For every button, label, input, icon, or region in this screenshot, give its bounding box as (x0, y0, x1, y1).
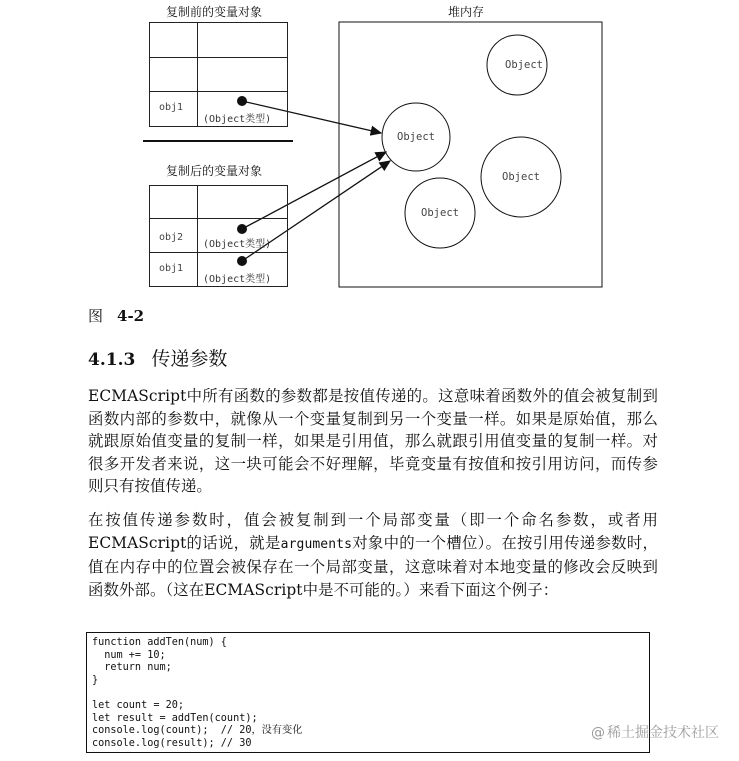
heap-title: 堆内存 (448, 5, 485, 19)
section-number: 4.1.3 (88, 350, 136, 370)
code-block (86, 632, 650, 753)
heap-object-label: Object (502, 171, 540, 183)
figure-4-2 (0, 0, 739, 300)
watermark-at: @ (591, 725, 605, 741)
watermark-text: 稀土掘金技术社区 (607, 725, 719, 741)
after-row-name: obj1 (159, 263, 184, 274)
paragraph-2-part1: 在按值传递参数时，值会被复制到一个局部变量（即一个命名参数，或者用ECMAScript的话说，就是 (88, 511, 658, 552)
after-row-name: obj2 (159, 232, 184, 243)
watermark (591, 722, 719, 742)
after-row-value: (Object类型) (203, 239, 272, 250)
inline-code-arguments: arguments (280, 536, 353, 552)
before-row-value: (Object类型) (203, 114, 272, 125)
code-listing: function addTen(num) { num += 10; return num; } let count = 20; let result = addTen(count); console.log(count); // 20，没有变化 console.log(result); // 30 (92, 637, 303, 749)
caption-prefix: 图 (88, 307, 104, 325)
caption-number: 4-2 (117, 307, 145, 325)
section-title: 传递参数 (151, 348, 228, 370)
figure-caption (88, 305, 144, 326)
paragraph-2-part2: 对象中的一个槽位）。在按引用传递参数时，值在内存中的位置会被保存在一个局部变量，这意味着对本地变量的修改会反映到函数外部。（这在ECMAScript中是不可能的。）来看下面这个例子： (88, 533, 658, 599)
section-heading (88, 344, 227, 371)
before-title: 复制前的变量对象 (166, 5, 263, 19)
after-row-value: (Object类型) (203, 274, 272, 285)
figure-diagram (0, 0, 739, 300)
after-title: 复制后的变量对象 (166, 164, 263, 178)
heap-object-label: Object (421, 207, 459, 219)
heap-box (339, 22, 602, 287)
heap-object-label: Object (505, 59, 543, 71)
heap-object-label: Object (397, 131, 435, 143)
paragraph-2 (88, 509, 658, 601)
before-row-name: obj1 (159, 102, 184, 113)
paragraph-1: ECMAScript中所有函数的参数都是按值传递的。这意味着函数外的值会被复制到函数内部的参数中，就像从一个变量复制到另一个变量一样。如果是原始值，那么就跟原始值变量的复制一样，如果是引用值，那么就跟引用值变量的复制一样。对很多开发者来说，这一块可能会不好理解，毕竟变量有按值和按引用访问，而传参则只有按值传递。 (88, 387, 658, 495)
